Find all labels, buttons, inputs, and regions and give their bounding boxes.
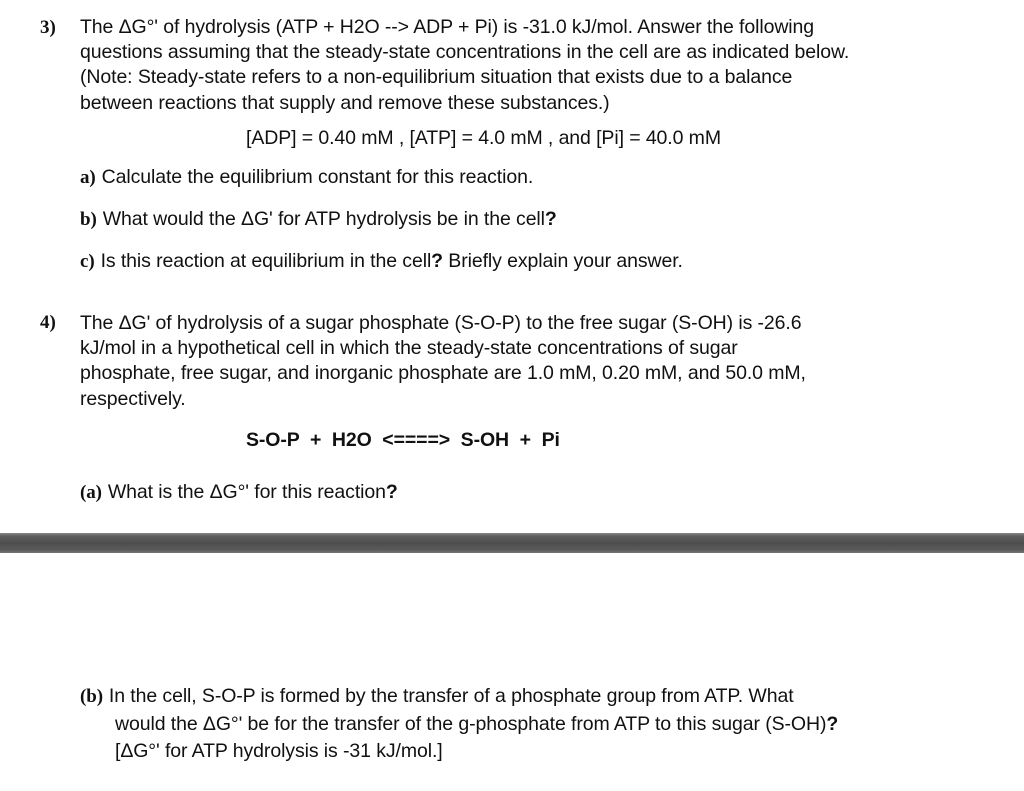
question-3c-text: Is this reaction at equilibrium in the cell — [100, 250, 432, 272]
question-4-line-1: The ΔG' of hydrolysis of a sugar phosphate (S-O-P) to the free sugar (S-OH) is -26.6 — [80, 312, 802, 334]
question-3-line-4: between reactions that supply and remove these substances.) — [80, 92, 610, 114]
concentrations: [ADP] = 0.40 mM , [ATP] = 4.0 mM , and [Pi] = 40.0 mM — [246, 127, 721, 149]
question-4b-line-1 — [80, 684, 794, 709]
question-4a-label: (a) — [80, 482, 102, 503]
question-4a-end: ? — [385, 481, 398, 503]
question-4-number: 4) — [40, 312, 56, 333]
question-3c — [80, 249, 683, 274]
question-3-line-2: questions assuming that the steady-state concentrations in the cell are as indicated below. — [80, 41, 850, 63]
question-4b-end: ? — [826, 713, 839, 735]
question-3c-label: c) — [80, 251, 95, 272]
question-4b-text-1: In the cell, S-O-P is formed by the transfer of a phosphate group from ATP. What — [108, 685, 794, 707]
question-3a-label: a) — [80, 167, 96, 188]
question-3c-mid: ? — [431, 250, 443, 272]
page-divider — [0, 533, 1024, 553]
question-3c-rest: Briefly explain your answer. — [442, 250, 683, 272]
question-3-number: 3) — [40, 17, 56, 38]
question-3b — [80, 207, 557, 232]
question-4-line-3: phosphate, free sugar, and inorganic phosphate are 1.0 mM, 0.20 mM, and 50.0 mM, — [80, 362, 806, 384]
question-4b-text-2: would the ΔG°' be for the transfer of the g-phosphate from ATP to this sugar (S-OH) — [115, 713, 827, 735]
question-4a-text: What is the ΔG°' for this reaction — [107, 481, 386, 503]
question-3-line-1: The ΔG°' of hydrolysis (ATP + H2O --> ADP + Pi) is -31.0 kJ/mol. Answer the following — [80, 16, 815, 38]
reaction-equation: S-O-P + H2O <====> S-OH + Pi — [246, 429, 560, 451]
question-3a-text: Calculate the equilibrium constant for this reaction. — [101, 166, 534, 188]
question-3a — [80, 165, 533, 190]
question-4b-line-2 — [115, 712, 838, 736]
question-3-line-3: (Note: Steady-state refers to a non-equilibrium situation that exists due to a balance — [80, 66, 793, 88]
question-4-line-2: kJ/mol in a hypothetical cell in which the steady-state concentrations of sugar — [80, 337, 738, 359]
question-3b-end: ? — [544, 208, 557, 230]
question-4b-line-3: [ΔG°' for ATP hydrolysis is -31 kJ/mol.] — [115, 740, 443, 762]
question-4a — [80, 480, 398, 505]
question-4b-label: (b) — [80, 686, 103, 707]
question-3b-text: What would the ΔG' for ATP hydrolysis be in the cell — [102, 208, 545, 230]
question-4-line-4: respectively. — [80, 388, 186, 410]
question-3b-label: b) — [80, 209, 97, 230]
